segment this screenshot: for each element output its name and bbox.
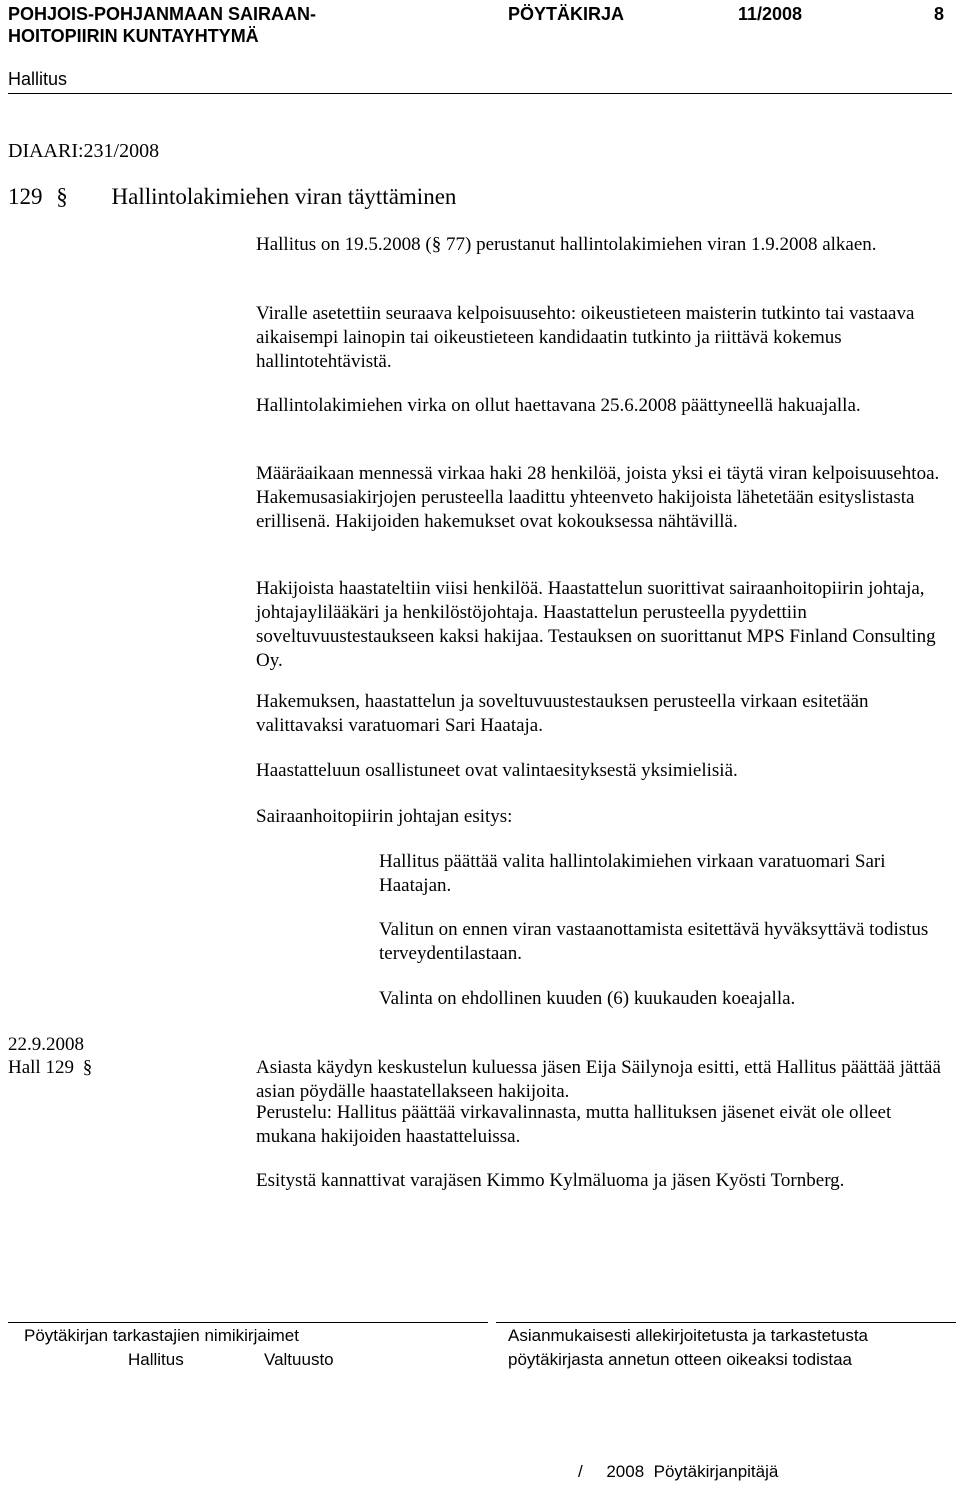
doc-number: 11/2008 xyxy=(738,4,803,24)
body-name: Hallitus xyxy=(8,69,68,89)
paragraph-unanimous: Haastatteluun osallistuneet ovat valintaesityksestä yksimielisiä. xyxy=(256,760,738,781)
org-name-line2: HOITOPIIRIN KUNTAYHTYMÄ xyxy=(8,26,259,46)
proposal-health-certificate: Valitun on ennen viran vastaanottamista esitettävä hyväksyttävä todistus terveydentilastaan. xyxy=(379,919,929,964)
meeting-seconded: Esitystä kannattivat varajäsen Kimmo Kylmäluoma ja jäsen Kyösti Tornberg. xyxy=(256,1170,845,1191)
paragraph-interviews: Hakijoista haastateltiin viisi henkilöä. Haastattelun suorittivat sairaanhoitopiirin johtaja, johtajaylilääkäri ja henkilöstöjohtaja. Haastattelun perusteella pyydettiin soveltuvuustestaukseen kaksi hakijaa. Testauksen on suorittanut MPS Finland Consulting Oy. xyxy=(256,578,936,671)
certification-line2: pöytäkirjasta annetun otteen oikeaksi todistaa xyxy=(508,1350,853,1369)
item-title: Hallintolakimiehen viran täyttäminen xyxy=(111,184,457,209)
diary-number: DIAARI:231/2008 xyxy=(8,140,160,162)
paragraph-applicants: Määräaikaan mennessä virkaa haki 28 henkilöä, joista yksi ei täytä viran kelpoisuusehtoa. Hakemusasiakirjojen perusteella laadittu yhteenveto hakijoista lähetetään esityslistasta erillisenä. Hakijoiden hakemukset ovat kokouksessa nähtävillä. xyxy=(256,463,940,532)
header-rule xyxy=(8,93,952,94)
initials-valtuusto: Valtuusto xyxy=(264,1350,334,1369)
paragraph-background: Hallitus on 19.5.2008 (§ 77) perustanut hallintolakimiehen viran 1.9.2008 alkaen. xyxy=(256,234,877,255)
meeting-reference xyxy=(8,1056,92,1080)
certification-line1: Asianmukaisesti allekirjoitetusta ja tarkastetusta xyxy=(508,1326,868,1345)
footer-rule-right xyxy=(496,1322,956,1323)
item-heading xyxy=(8,183,456,211)
item-number: 129 xyxy=(8,184,43,209)
proposal-probation: Valinta on ehdollinen kuuden (6) kuukauden koeajalla. xyxy=(379,988,796,1009)
footer-rule-left xyxy=(8,1322,488,1323)
doc-type: PÖYTÄKIRJA xyxy=(508,4,625,24)
meeting-discussion: Asiasta käydyn keskustelun kuluessa jäsen Eija Säilynoja esitti, että Hallitus päättää jättää asian pöydälle haastatellakseen hakijoita. xyxy=(256,1057,941,1102)
proposal-decision: Hallitus päättää valita hallintolakimiehen virkaan varatuomari Sari Haatajan. xyxy=(379,851,886,896)
meeting-date: 22.9.2008 xyxy=(8,1034,84,1055)
org-name-line1: POHJOIS-POHJANMAAN SAIRAAN- xyxy=(8,4,317,24)
page-number: 8 xyxy=(934,4,945,24)
meeting-section-sign: § xyxy=(82,1057,93,1078)
meeting-reasoning: Perustelu: Hallitus päättää virkavalinnasta, mutta hallituksen jäsenet eivät ole olleet mukana hakijoiden haastatteluissa. xyxy=(256,1102,892,1147)
section-sign: § xyxy=(56,184,68,209)
initials-label: Pöytäkirjan tarkastajien nimikirjaimet xyxy=(24,1326,299,1345)
paragraph-qualification: Viralle asetettiin seuraava kelpoisuusehto: oikeustieteen maisterin tutkinto tai vastaava aikaisempi lainopin tai oikeustieteen kandidaatin tutkinto ja riittävä kokemus hallintotehtävistä. xyxy=(256,303,915,372)
proposal-heading: Sairaanhoitopiirin johtajan esitys: xyxy=(256,806,513,827)
meeting-ref-label: Hall 129 xyxy=(8,1057,74,1078)
paragraph-recommendation: Hakemuksen, haastattelun ja soveltuvuustestauksen perusteella virkaan esitetään valittavaksi varatuomari Sari Haataja. xyxy=(256,691,869,736)
signature-line: / 2008 Pöytäkirjanpitäjä xyxy=(578,1462,779,1481)
paragraph-application-period: Hallintolakimiehen virka on ollut haettavana 25.6.2008 päättyneellä hakuajalla. xyxy=(256,395,861,416)
initials-hallitus: Hallitus xyxy=(128,1350,184,1369)
